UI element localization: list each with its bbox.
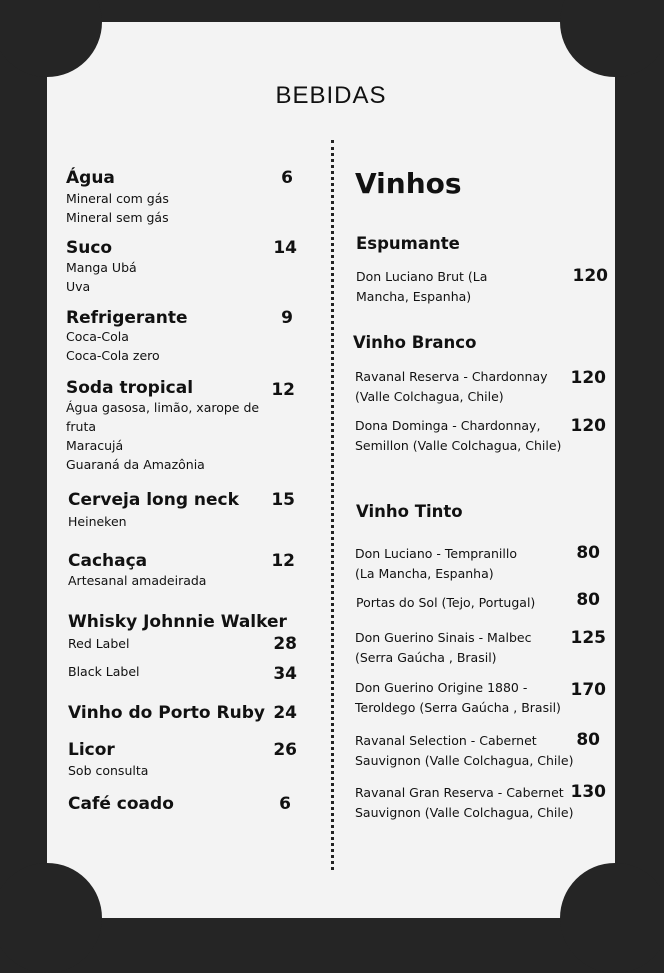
item-soda-name: Soda tropical — [66, 378, 194, 398]
wine-item: Ravanal Gran Reserva - Cabernet Sauvignon (Valle Colchagua, Chile) — [355, 785, 574, 820]
item-whisky-red: Red Label — [68, 636, 130, 651]
column-divider — [331, 140, 334, 870]
wine-price: 120 — [570, 416, 606, 436]
item-suco-price: 14 — [273, 238, 297, 258]
item-porto-name: Vinho do Porto Ruby — [68, 703, 265, 723]
corner-notch — [560, 863, 664, 973]
corner-notch — [560, 0, 664, 77]
wine-item: Don Guerino Sinais - Malbec (Serra Gaúcha , Brasil) — [355, 630, 532, 665]
item-porto-price: 24 — [273, 703, 297, 723]
item-agua-name: Água — [66, 168, 115, 188]
item-cachaca-name: Cachaça — [68, 551, 148, 571]
item-whisky-black-price: 34 — [273, 664, 297, 684]
wine-item: Ravanal Reserva - Chardonnay (Valle Colchagua, Chile) — [355, 369, 548, 404]
item-suco-sub: Manga Ubá Uva — [66, 260, 137, 294]
item-cerveja-price: 15 — [271, 490, 295, 510]
item-refri-name: Refrigerante — [66, 308, 188, 328]
item-licor-price: 26 — [273, 740, 297, 760]
wine-price: 130 — [570, 782, 606, 802]
wine-item: Ravanal Selection - Cabernet Sauvignon (Valle Colchagua, Chile) — [355, 733, 574, 768]
item-soda-sub: Água gasosa, limão, xarope de fruta Maracujá Guaraná da Amazônia — [66, 400, 260, 472]
wine-price: 125 — [570, 628, 606, 648]
item-agua-sub: Mineral com gás Mineral sem gás — [66, 191, 169, 225]
page-title: BEBIDAS — [275, 82, 387, 109]
item-cerveja-name: Cerveja long neck — [68, 490, 239, 510]
item-soda-price: 12 — [271, 380, 295, 400]
item-refri-price: 9 — [281, 308, 293, 328]
item-cerveja-sub: Heineken — [68, 514, 127, 529]
tinto-heading: Vinho Tinto — [356, 502, 463, 521]
wine-price: 170 — [570, 680, 606, 700]
wine-item: Don Guerino Origine 1880 - Teroldego (Serra Gaúcha , Brasil) — [355, 680, 561, 715]
item-licor-name: Licor — [68, 740, 115, 760]
wine-item: Portas do Sol (Tejo, Portugal) — [356, 595, 536, 610]
item-cafe-price: 6 — [279, 794, 291, 814]
item-suco-name: Suco — [66, 238, 113, 258]
item-refri-sub: Coca-Cola Coca-Cola zero — [66, 329, 160, 363]
wine-item: Don Luciano Brut (La Mancha, Espanha) — [356, 269, 488, 304]
wine-item: Dona Dominga - Chardonnay, Semillon (Valle Colchagua, Chile) — [355, 418, 562, 453]
item-cachaca-sub: Artesanal amadeirada — [68, 573, 207, 588]
item-cachaca-price: 12 — [271, 551, 295, 571]
wines-heading: Vinhos — [355, 167, 462, 200]
item-agua-price: 6 — [281, 168, 293, 188]
item-whisky-name: Whisky Johnnie Walker — [68, 612, 287, 632]
item-whisky-red-price: 28 — [273, 634, 297, 654]
corner-notch — [0, 0, 102, 77]
menu-card — [47, 22, 615, 918]
wine-price: 120 — [570, 368, 606, 388]
corner-notch — [0, 863, 102, 973]
item-licor-sub: Sob consulta — [68, 763, 149, 778]
espumante-heading: Espumante — [356, 234, 460, 253]
wine-item: Don Luciano - Tempranillo (La Mancha, Espanha) — [355, 546, 517, 581]
branco-heading: Vinho Branco — [353, 333, 477, 352]
item-whisky-black: Black Label — [68, 664, 140, 679]
wine-price: 80 — [576, 590, 600, 610]
item-cafe-name: Café coado — [68, 794, 174, 814]
wine-price: 80 — [576, 543, 600, 563]
wine-price: 120 — [572, 266, 608, 286]
wine-price: 80 — [576, 730, 600, 750]
